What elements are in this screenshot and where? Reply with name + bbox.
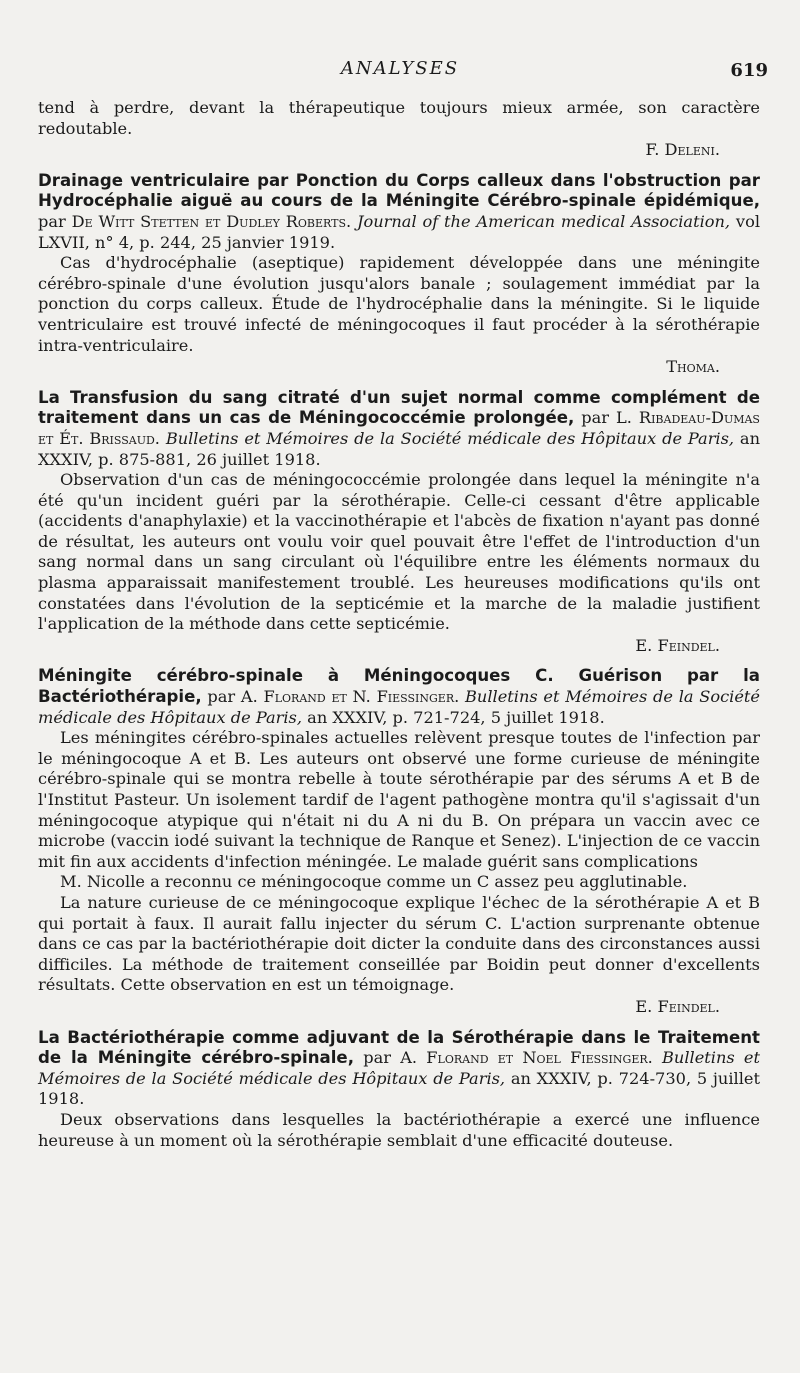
- article-signature: E. Feindel.: [635, 635, 720, 655]
- article-heading: [38, 388, 760, 470]
- article-journal: Bulletins et Mémoires de la Société médicale des Hôpitaux de Paris,: [165, 428, 735, 448]
- article-paragraph: La nature curieuse de ce méningocoque explique l'échec de la sérothérapie A et B qui portait à faux. Il aurait fallu injecter du sérum C. L'action surprenante obtenue dans ce cas par la bactériothérapie doit dicter la conduite dans des circonstances aussi difficiles. La méthode de traitement conseillée par Boidin peut donner d'excellents résultats. Cette observation en est un témoignage.: [38, 892, 760, 995]
- article-1: [38, 171, 760, 378]
- page-number: 619: [730, 60, 768, 81]
- page-header: [0, 58, 800, 88]
- running-title: ANALYSES: [340, 58, 460, 79]
- article-heading: [38, 666, 760, 728]
- article-reference: an XXXIV, p. 721-724, 5 juillet 1918.: [307, 707, 605, 727]
- intro-section: [38, 98, 760, 161]
- article-paragraph: Deux observations dans lesquelles la bactériothérapie a exercé une influence heureuse à un moment où la sérothérapie semblait d'une efficacité douteuse.: [38, 1109, 760, 1150]
- byline-prefix: par: [38, 211, 66, 231]
- article-title: Méningite cérébro-spinale à Méningocoques C. Guérison par la Bactériothérapie,: [38, 666, 760, 707]
- article-signature: E. Feindel.: [635, 996, 720, 1016]
- article-authors: A. Florand et N. Fiessinger.: [240, 687, 460, 707]
- article-paragraph: Les méningites cérébro-spinales actuelles relèvent presque toutes de l'infection par le méningocoque A et B. Les auteurs ont observé une forme curieuse de méningite cérébro-spinale qui se montra rebelle à toute sérothérapie par des sérums A et B de l'Institut Pasteur. Un isolement tardif de l'agent pathogène montra qu'il s'agissait d'un méningocoque atypique qui n'était ni du A ni du B. On prépara un vaccin avec ce microbe (vaccin iodé suivant la technique de Ranque et Senez). L'injection de ce vaccin mit fin aux accidents d'infection méningée. Le malade guérit sans complications: [38, 728, 760, 871]
- article-authors: L. Ribadeau-Dumas et Ét. Brissaud.: [38, 408, 760, 448]
- article-authors: De Witt Stetten et Dudley Roberts.: [71, 211, 352, 231]
- article-journal: Journal of the American medical Association,: [356, 211, 731, 231]
- article-title: La Bactériothérapie comme adjuvant de la Sérothérapie dans le Traitement de la Méningite cérébro-spinale,: [38, 1027, 760, 1068]
- article-paragraph: M. Nicolle a reconnu ce méningocoque comme un C assez peu agglutinable.: [60, 872, 688, 892]
- article-title: La Transfusion du sang citraté d'un sujet normal comme complément de traitement dans un cas de Méningococcémie prolongée,: [38, 387, 760, 428]
- article-3: [38, 666, 760, 1017]
- article-4: [38, 1028, 760, 1152]
- intro-paragraph: tend à perdre, devant la thérapeutique toujours mieux armée, son caractère redoutable.: [38, 98, 760, 138]
- article-heading: [38, 1028, 760, 1110]
- byline-prefix: par: [363, 1048, 391, 1068]
- article-heading: [38, 171, 760, 253]
- article-journal: Bulletins et Mémoires de la Société médicale des Hôpitaux de Paris,: [38, 1048, 760, 1088]
- byline-prefix: par: [581, 408, 610, 428]
- article-authors: A. Florand et Noel Fiessinger.: [400, 1048, 653, 1068]
- article-paragraph: Observation d'un cas de méningococcémie prolongée dans lequel la méningite n'a été qu'un incident guéri par la sérothérapie. Celle-ci cessant d'être applicable (accidents d'anaphylaxie) et la vaccinothérapie et l'abcès de fixation n'ayant pas donné de résultat, les auteurs ont voulu voir quel pouvait être l'effet de l'introduction d'un sang normal dans un sang circulant où l'équilibre entre les éléments normaux du plasma apparaissait manifestement troublé. Les heureuses modifications qu'ils ont constatées dans l'évolution de la septicémie et la marche de la maladie justifient l'application de la méthode dans cette septicémie.: [38, 470, 760, 634]
- article-reference: an XXXIV, p. 724-730, 5 juillet 1918.: [38, 1068, 760, 1109]
- article-reference: an XXXIV, p. 875-881, 26 juillet 1918.: [38, 428, 760, 469]
- page-content: [38, 98, 760, 1151]
- article-title: Drainage ventriculaire par Ponction du Corps calleux dans l'obstruction par Hydrocéphalie aiguë au cours de la Méningite Cérébro-spinale épidémique,: [38, 170, 760, 211]
- article-2: [38, 388, 760, 657]
- byline-prefix: par: [207, 687, 236, 707]
- article-journal: Bulletins et Mémoires de la Société médicale des Hôpitaux de Paris,: [38, 687, 761, 727]
- article-paragraph: Cas d'hydrocéphalie (aseptique) rapidement développée dans une méningite cérébro-spinale d'une évolution jusqu'alors banale ; soulagement immédiat par la ponction du corps calleux. Étude de l'hydrocéphalie dans la méningite. Si le liquide ventriculaire est trouvé infecté de méningocoques il faut procéder à la sérothérapie intra-ventriculaire.: [38, 253, 760, 355]
- article-signature: Thoma.: [666, 357, 720, 377]
- intro-signature: F. Deleni.: [645, 140, 720, 160]
- article-reference: vol LXVII, n° 4, p. 244, 25 janvier 1919.: [38, 211, 760, 252]
